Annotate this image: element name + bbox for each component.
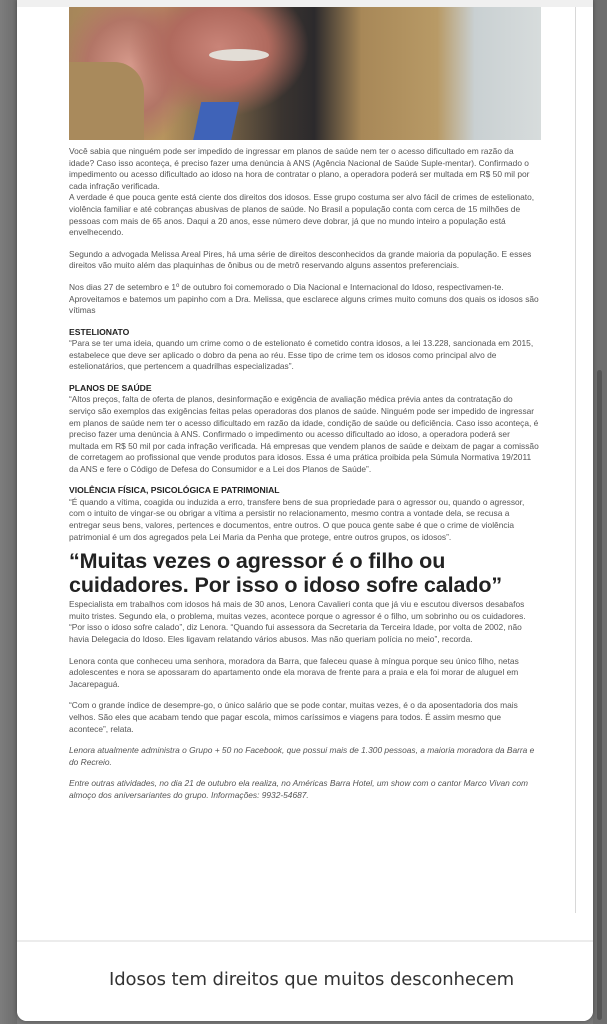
photo-detail bbox=[209, 49, 269, 61]
article-photo bbox=[69, 7, 541, 140]
section-text: “É quando a vítima, coagida ou induzida a erro, transfere bens de sua propriedade para o agressor ou, quando o agressor, com o intuito de vingar-se ou obrigar a vítima a persistir no relacionamento, mesmo contra a vontade dela, se recusa a entregar seus bens, valores, pertences e documentos, entre outros. O que pouca gente sabe é que o crime de violência patrimonial é um dos agregados pela Lei Maria da Penha que protege, entre outros grupos, os idosos”. bbox=[69, 496, 525, 542]
section-text: “Para se ter uma ideia, quando um crime como o de estelionato é cometido contra idosos, a lei 13.228, sancionada em 2015, estabelece que deve ser aplicado o dobro da pena ao réu. Esse tipo de crime tem os idosos como principal alvo de estelionatários, que pertencem a quadrilhas especializadas”. bbox=[69, 338, 534, 372]
paragraph: “Com o grande índice de desempre-go, o único salário que se pode contar, muitas vezes, é o da aposentadoria dos mais velhos. São eles que acabam tendo que pagar escola, mimos caríssimos e viagens para todos. É assim mesmo que acontece”, relata. bbox=[69, 700, 518, 734]
modal-caption-bar bbox=[17, 940, 593, 1021]
italic-note: Entre outras atividades, no dia 21 de outubro ela realiza, no Américas Barra Hotel, um show com o cantor Marco Vivan com almoço dos aniversariantes do grupo. Informações: 9932-54687. bbox=[69, 778, 528, 800]
paragraph: Especialista em trabalhos com idosos há mais de 30 anos, Lenora Cavalieri conta que já viu e escutou diversos desabafos muito tristes. Segundo ela, o problema, muitas vezes, acontece porque o agressor é o filho, um sobrinho ou os cuidadores. “Por isso o idoso sofre calado”, diz Lenora. “Quando fui assessora da Secretaria da Terceira Idade, por volta de 2002, não havia Delegacia do Idoso. Eles ligavam relatando vários abusos. Mas não queriam polícia no meio”, recorda. bbox=[69, 599, 526, 645]
content-scrollbar[interactable] bbox=[575, 7, 576, 913]
article-content[interactable] bbox=[69, 7, 541, 812]
photo-detail bbox=[69, 62, 144, 140]
paragraph: Você sabia que ninguém pode ser impedido de ingressar em planos de saúde nem ter o acesso dificultado em razão da idade? Caso isso aconteça, é preciso fazer uma denúncia à ANS (Agência Nacional de Saúde Suple-mentar). Confirmado o impedimento ou acesso dificultado ao idoso na hora de contratar o plano, a operadora poderá ser multada em R$ 50 mil por cada infração verificada. bbox=[69, 146, 530, 191]
article-body bbox=[69, 146, 541, 802]
section-heading-planos-de-saude: PLANOS DE SAÚDE bbox=[69, 382, 152, 393]
paragraph: Nos dias 27 de setembro e 1º de outubro foi comemorado o Dia Nacional e Internacional do Idoso, respectivamen-te. Aproveitamos e batemos um papinho com a Dra. Melissa, que esclarece alguns crimes muito comuns dos quais os idosos são vítimas bbox=[69, 281, 539, 316]
backdrop-edge bbox=[0, 0, 17, 1024]
section-heading-violencia: VIOLÊNCIA FÍSICA, PSICOLÓGICA E PATRIMONIAL bbox=[69, 485, 280, 496]
paragraph: Segundo a advogada Melissa Areal Pires, há uma série de direitos desconhecidos da grande maioria da população. E esses direitos vão muito além das plaquinhas de ônibus ou de metrô reservando alguns assentos preferenciais. bbox=[69, 248, 532, 271]
paragraph: Lenora conta que conheceu uma senhora, moradora da Barra, que faleceu quase à míngua porque seu único filho, netas adolescentes e nora se apossaram do apartamento onde ela morava de frente para a praia e ela foi morar de aluguel em Jacarepaguá. bbox=[69, 655, 519, 689]
page-scrollbar-thumb[interactable] bbox=[597, 370, 602, 1020]
modal-top-edge bbox=[17, 0, 593, 7]
pull-quote: “Muitas vezes o agressor é o filho ou cuidadores. Por isso o idoso sofre calado” bbox=[69, 549, 503, 598]
paragraph: A verdade é que pouca gente está ciente dos direitos dos idosos. Esse grupo costuma ser alvo fácil de crimes de estelionato, violência familiar e até cobranças abusivas de planos de saúde. No Brasil a população conta com cerca de 15 milhões de pessoas com mais de 65 anos. Daqui a 20 anos, esse número deve dobrar, já que no mundo inteiro a população está envelhecendo. bbox=[69, 192, 535, 238]
photo-detail bbox=[193, 102, 240, 140]
section-text: “Altos preços, falta de oferta de planos, desinformação e exigência de avaliação médica prévia antes da contratação do serviço são exemplos das exigências feitas pelas operadoras dos planos de saúde. Ninguém pode ser impedido de ingressar em planos de saúde nem ter o acesso dificultado em razão da idade, condição de saúde ou deficiência. Caso isso aconteça, é preciso fazer uma denúncia à ANS. Confirmado o impedimento ou acesso dificultado ao idoso, a operadora poderá ser multada em R$ 50 mil por cada infração verificada. Há empresas que vendem planos de saúde e deixam de pagar a comissão de corretagem ao profissional que vende produtos para idosos. Essa é uma prática proibida pela Súmula Normativa 19/2011 da ANS e fere o Código de Defesa do Consumidor e a Lei dos Planos de Saúde”. bbox=[69, 394, 539, 474]
caption-title: Idosos tem direitos que muitos desconhecem bbox=[109, 969, 515, 990]
section-heading-estelionato: ESTELIONATO bbox=[69, 326, 130, 337]
italic-note: Lenora atualmente administra o Grupo + 50 no Facebook, que possui mais de 1.300 pessoas, a maioria moradora da Barra e do Recreio. bbox=[69, 745, 535, 767]
image-viewer-modal bbox=[17, 0, 593, 1021]
